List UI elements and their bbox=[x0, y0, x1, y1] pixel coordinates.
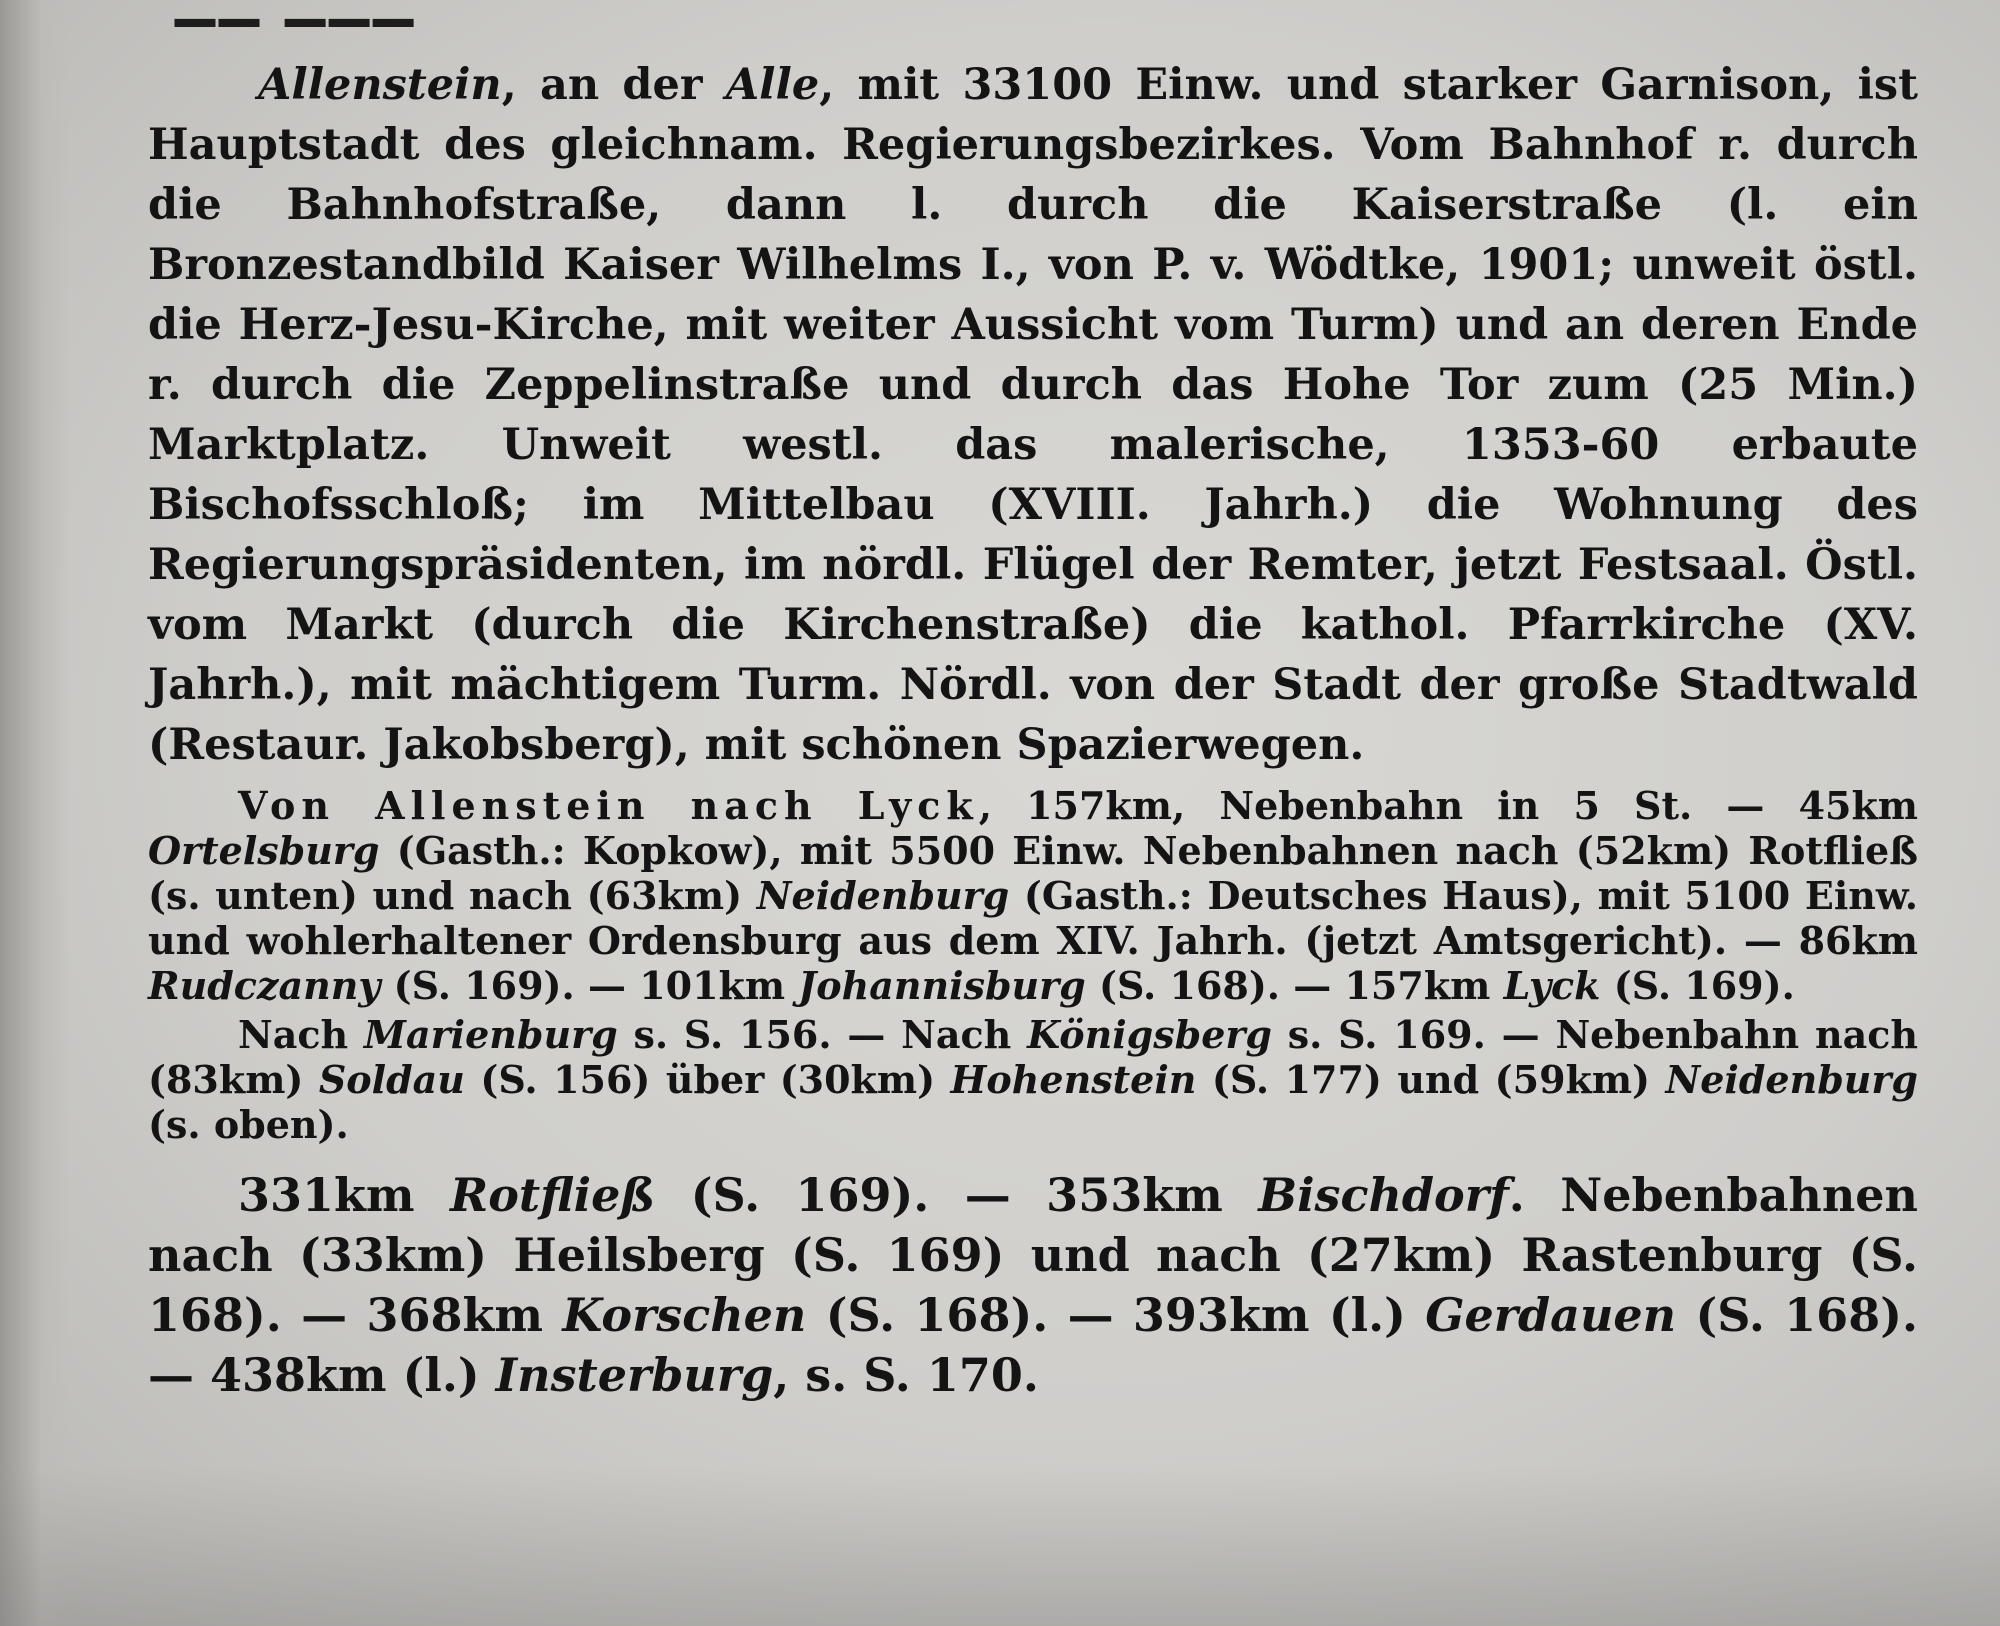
text-span: (S. 168). — 393km (l.) bbox=[806, 1288, 1426, 1342]
place-gerdauen: Gerdauen bbox=[1425, 1288, 1677, 1342]
spine-shadow bbox=[0, 0, 70, 1626]
route-allenstein-lyck bbox=[148, 783, 1918, 1008]
place-rudczanny: Rudczanny bbox=[148, 963, 381, 1008]
text-span: (s. oben). bbox=[148, 1102, 349, 1147]
text-span: s. S. 169. — Nebenbahn nach (83km) bbox=[148, 1012, 1918, 1102]
place-alle: Alle bbox=[725, 60, 820, 110]
route-heading: Von Allenstein nach Lyck bbox=[238, 783, 979, 828]
text-span: (S. 177) und (59km) bbox=[1196, 1057, 1666, 1102]
text-span: (S. 156) über (30km) bbox=[464, 1057, 951, 1102]
place-koenigsberg: Königsberg bbox=[1027, 1012, 1272, 1057]
place-hohenstein: Hohenstein bbox=[950, 1057, 1197, 1102]
km-paragraph bbox=[148, 1165, 1918, 1405]
route-nach bbox=[148, 1012, 1918, 1147]
place-ortelsburg: Ortelsburg bbox=[148, 828, 380, 873]
place-korschen: Korschen bbox=[562, 1288, 807, 1342]
page-text bbox=[148, 55, 1918, 1405]
text-span: , an der bbox=[501, 60, 726, 110]
place-soldau: Soldau bbox=[318, 1057, 465, 1102]
text-span: 331km bbox=[238, 1168, 450, 1222]
place-bischdorf: Bischdorf bbox=[1258, 1168, 1509, 1222]
text-span: s. S. 156. — Nach bbox=[617, 1012, 1028, 1057]
text-span: (S. 168). — 438km (l.) bbox=[148, 1288, 1918, 1402]
text-span: , s. S. 170. bbox=[773, 1348, 1039, 1402]
text-span: (S. 168). — 157km bbox=[1085, 963, 1504, 1008]
text-span: Nach bbox=[238, 1012, 364, 1057]
place-allenstein: Allenstein bbox=[258, 60, 502, 110]
text-span: (Gasth.: Kopkow), mit 5500 Einw. Nebenbahnen nach (52km) Rotfließ (s. unten) und nach (63km) bbox=[148, 828, 1918, 918]
allenstein-paragraph bbox=[148, 55, 1918, 775]
place-neidenburg: Neidenburg bbox=[756, 873, 1010, 918]
place-rotfliess: Rotfließ bbox=[450, 1168, 656, 1222]
place-neidenburg: Neidenburg bbox=[1665, 1057, 1918, 1102]
text-span: , mit 33100 Einw. und starker Garnison, ist Hauptstadt des gleichnam. Regierungsbezirkes. Vom Bahnhof r. durch die Bahnhofstraße, dann l. durch die Kaiserstraße (l. ein Bronzestandbild Kaiser Wilhelms I., von P. v. Wödtke, 1901; unweit östl. die Herz-Jesu-Kirche, mit weiter Aussicht vom Turm) und an deren Ende r. durch die Zeppelinstraße und durch das Hohe Tor zum (25 Min.) Marktplatz. Unweit westl. das malerische, 1353-60 erbaute Bischofsschloß; im Mittelbau (XVIII. Jahrh.) die Wohnung des Regierungspräsidenten, im nördl. Flügel der Remter, jetzt Festsaal. Östl. vom Markt (durch die Kirchenstraße) die kathol. Pfarrkirche (XV. Jahrh.), mit mächtigem Turm. Nördl. von der Stadt der große Stadtwald (Restaur. Jakobsberg), mit schönen Spazierwegen. bbox=[148, 60, 1918, 770]
text-span: (S. 169). bbox=[1600, 963, 1795, 1008]
place-lyck: Lyck bbox=[1503, 963, 1601, 1008]
place-marienburg: Marienburg bbox=[363, 1012, 618, 1057]
place-johannisburg: Johannisburg bbox=[798, 963, 1086, 1008]
text-span: (S. 169). — 353km bbox=[655, 1168, 1259, 1222]
text-span: (S. 169). — 101km bbox=[380, 963, 799, 1008]
cut-off-header bbox=[175, 0, 417, 27]
text-span: (Gasth.: Deutsches Haus), mit 5100 Einw. und wohlerhaltener Ordensburg aus dem XIV. Jahrh. (jetzt Amtsgericht). — 86km bbox=[148, 873, 1919, 963]
text-span: . Nebenbahnen nach (33km) Heilsberg (S. 169) und nach (27km) Rastenburg (S. 168). — 368km bbox=[148, 1168, 1918, 1342]
page-bottom-shadow bbox=[0, 1466, 2000, 1626]
place-insterburg: Insterburg bbox=[495, 1348, 774, 1402]
text-span: , 157km, Nebenbahn in 5 St. — 45km bbox=[978, 783, 1918, 828]
